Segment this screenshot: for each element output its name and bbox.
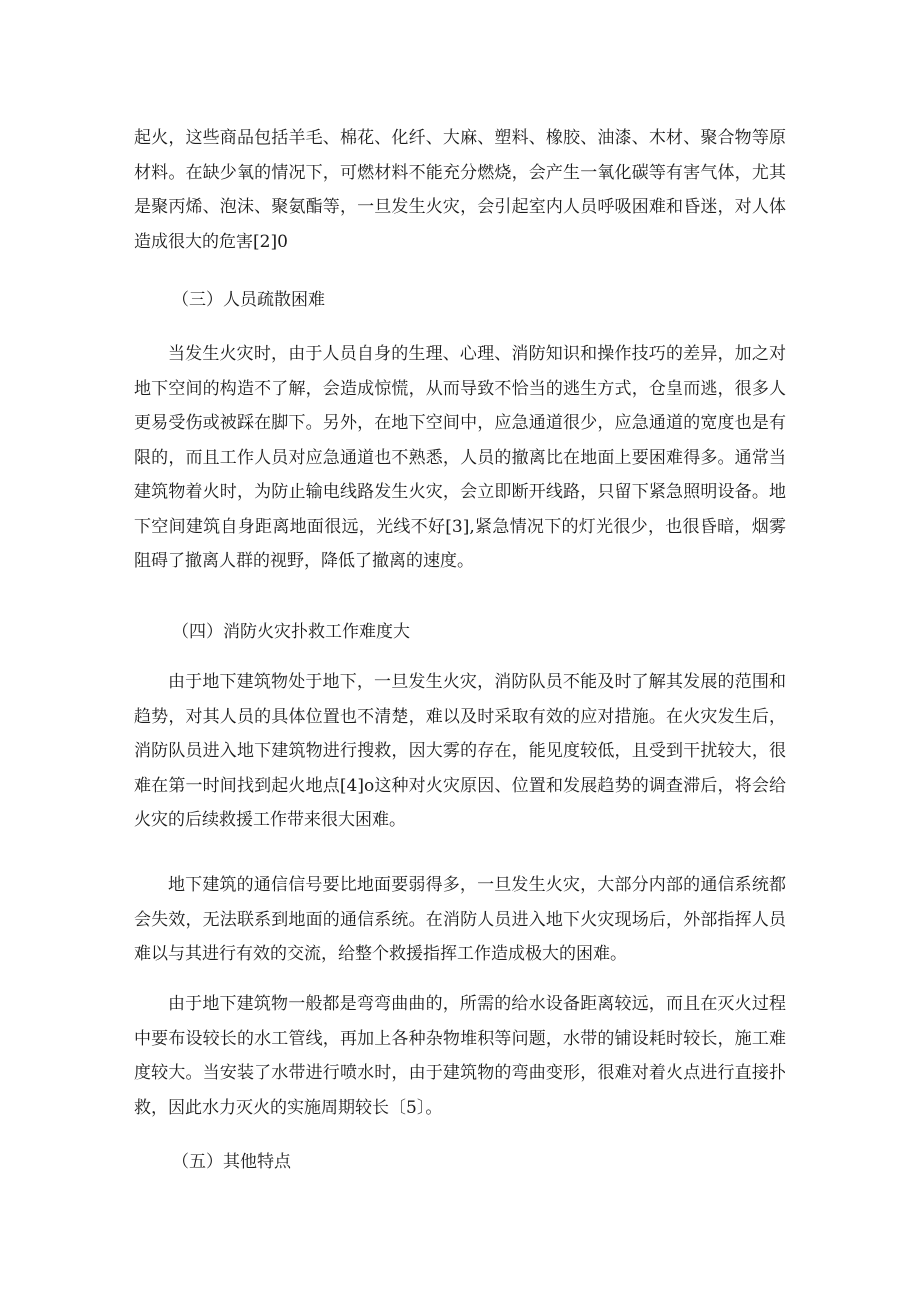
- section-heading-firefighting: （四）消防火灾扑救工作难度大: [172, 622, 410, 642]
- paragraph-evacuation: 当发生火灾时，由于人员自身的生理、心理、消防知识和操作技巧的差异，加之对地下空间的构造不了解，会造成惊慌，从而导致不恰当的逃生方式，仓皇而逃，很多人更易受伤或被踩在脚下。另外，在地下空间中，应急通道很少，应急通道的宽度也是有限的，而且工作人员对应急通道也不熟悉，人员的撤离比在地面上要困难得多。通常当建筑物着火时，为防止输电线路发生火灾，会立即断开线路，只留下紧急照明设备。地下空间建筑自身距离地面很远，光线不好[3],紧急情况下的灯光很少，也很昏暗，烟雾阻碍了撤离人群的视野，降低了撤离的速度。: [134, 344, 786, 571]
- paragraph-communication: 地下建筑的通信信号要比地面要弱得多，一旦发生火灾，大部分内部的通信系统都会失效，无法联系到地面的通信系统。在消防人员进入地下火灾现场后，外部指挥人员难以与其进行有效的交流，给整个救援指挥工作造成极大的困难。: [134, 875, 786, 964]
- paragraph-firefighting-search: 由于地下建筑物处于地下，一旦发生火灾，消防队员不能及时了解其发展的范围和趋势，对其人员的具体位置也不清楚，难以及时采取有效的应对措施。在火灾发生后，消防队员进入地下建筑物进行搜救，因大雾的存在，能见度较低，且受到干扰较大，很难在第一时间找到起火地点[4]o这种对火灾原因、位置和发展趋势的调查滞后，将会给火灾的后续救援工作带来很大困难。: [134, 672, 786, 830]
- paragraph-fire-materials: 起火，这些商品包括羊毛、棉花、化纤、大麻、塑料、橡胶、油漆、木材、聚合物等原材料。在缺少氧的情况下，可燃材料不能充分燃烧，会产生一氧化碳等有害气体，尤其是聚丙烯、泡沫、聚氨酯等，一旦发生火灾，会引起室内人员呼吸困难和昏迷，对人体造成很大的危害[2]0: [134, 128, 786, 252]
- section-heading-evacuation: （三）人员疏散困难: [172, 290, 325, 310]
- paragraph-water-supply: 由于地下建筑物一般都是弯弯曲曲的，所需的给水设备距离较远，而且在灭火过程中要布设较长的水工管线，再加上各种杂物堆积等问题，水带的铺设耗时较长，施工难度较大。当安装了水带进行喷水时，由于建筑物的弯曲变形，很难对着火点进行直接扑救，因此水力灭火的实施周期较长〔5〕。: [134, 994, 786, 1118]
- section-heading-other: （五）其他特点: [172, 1152, 291, 1172]
